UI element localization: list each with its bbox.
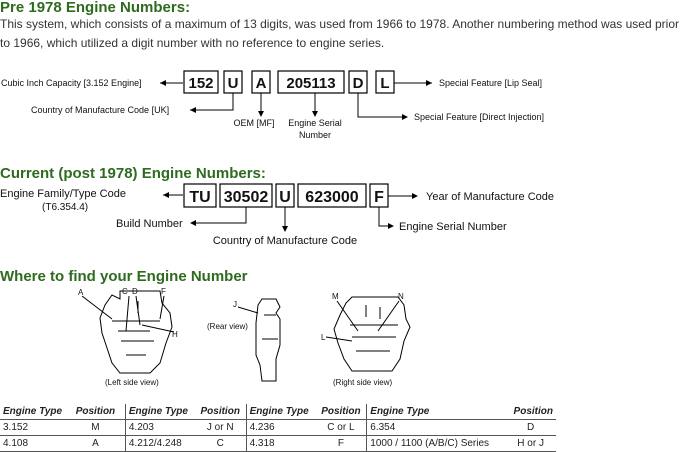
letter-j: J (233, 300, 237, 309)
arrow-line (190, 93, 233, 110)
table-header: Engine Type (367, 404, 505, 420)
arrow-head (258, 111, 264, 117)
label-family-example: (T6.354.4) (42, 202, 89, 213)
table-cell: C (195, 436, 246, 452)
label-year: Year of Manufacture Code (426, 191, 555, 203)
box-u-text: U (279, 189, 291, 206)
letter-h: H (172, 330, 178, 339)
right-engine-outline (334, 297, 410, 371)
arrow-head (163, 192, 169, 198)
table-cell: J or N (195, 420, 246, 436)
table-cell: M (66, 420, 125, 436)
letter-d: D (132, 287, 138, 296)
left-engine-pointers (82, 296, 174, 332)
arrow-head (160, 80, 166, 86)
box-623000-text: 623000 (305, 189, 359, 206)
table-cell: 4.108 (0, 436, 66, 452)
arrow-head (388, 223, 394, 229)
arrow-head (426, 80, 432, 86)
table-row (0, 420, 556, 436)
table-cell: 1000 / 1100 (A/B/C) Series (367, 436, 505, 452)
table-cell: 6.354 (367, 420, 505, 436)
label-serial-line1: Engine Serial (288, 118, 342, 128)
letter-c: C (122, 287, 128, 296)
where-title: Where to find your Engine Number (0, 268, 248, 285)
label-family: Engine Family/Type Code (0, 188, 126, 200)
right-side-view-caption: (Right side view) (333, 378, 393, 387)
table-cell: A (66, 436, 125, 452)
box-205113-text: 205113 (286, 75, 336, 92)
arrow-head (190, 220, 196, 226)
box-152-text: 152 (188, 75, 214, 92)
rear-engine-outline (256, 299, 280, 381)
table-cell: F (316, 436, 367, 452)
label-build: Build Number (116, 218, 183, 230)
letter-f: F (161, 287, 166, 296)
box-d-text: D (352, 75, 364, 92)
arrow-line (192, 207, 246, 223)
table-cell: 4.212/4.248 (125, 436, 194, 452)
engine-location-drawings (0, 285, 689, 403)
box-a-text: A (255, 75, 267, 92)
arrow-line (358, 93, 405, 117)
pre1978-description: This system, which consists of a maximum of 13 digits, was used from 1966 to 1978. Another numbering method was used prior to 1966, which utilized a digit number with no reference to engine series. (0, 17, 679, 50)
box-f-text: F (374, 189, 384, 206)
table-cell: D (505, 420, 556, 436)
table-row (0, 436, 556, 452)
table-header: Engine Type (125, 404, 194, 420)
label-country-uk: Country of Manufacture Code [UK] (31, 105, 170, 115)
table-header: Position (66, 404, 125, 420)
letter-l: L (321, 333, 326, 342)
arrow-head (190, 107, 196, 113)
arrow-head (282, 226, 288, 232)
arrow-line (379, 207, 390, 226)
arrow-head (312, 111, 318, 117)
current-title: Current (post 1978) Engine Numbers: (0, 165, 266, 182)
table-header-row (0, 404, 556, 420)
table-cell: 3.152 (0, 420, 66, 436)
table-header: Engine Type (246, 404, 315, 420)
arrow-head (412, 193, 418, 199)
label-direct-injection: Special Feature [Direct Injection] (414, 112, 545, 122)
box-tu-text: TU (189, 189, 211, 206)
letter-n: N (398, 292, 404, 301)
box-l-text: L (380, 75, 390, 92)
label-serial-line2: Number (298, 130, 332, 140)
left-engine-detail (112, 301, 160, 355)
table-cell: C or L (316, 420, 367, 436)
box-u-text: U (227, 75, 239, 92)
box-30502-text: 30502 (223, 189, 269, 206)
table-cell: H or J (505, 436, 556, 452)
label-cubic-capacity: Cubic Inch Capacity [3.152 Engine] (1, 78, 142, 88)
pre1978-title: Pre 1978 Engine Numbers: (0, 0, 191, 16)
left-engine-outline (100, 291, 172, 373)
arrow-head (402, 114, 408, 120)
table-cell: 4.203 (125, 420, 194, 436)
current-diagram (0, 182, 689, 252)
pre1978-diagram (0, 64, 689, 144)
label-oem: OEM [MF] (233, 118, 275, 128)
left-side-view-caption: (Left side view) (105, 378, 159, 387)
letter-m: M (332, 292, 339, 301)
label-lip-seal: Special Feature [Lip Seal] (439, 78, 543, 88)
label-serial: Engine Serial Number (399, 221, 507, 233)
table-header: Position (505, 404, 556, 420)
letter-a: A (78, 288, 84, 297)
rear-view-caption: (Rear view) (207, 322, 248, 331)
table-header: Position (316, 404, 367, 420)
table-header: Engine Type (0, 404, 66, 420)
engine-position-table (0, 404, 556, 452)
table-cell: 4.318 (246, 436, 315, 452)
label-country: Country of Manufacture Code (212, 235, 358, 247)
table-header: Position (195, 404, 246, 420)
table-cell: 4.236 (246, 420, 315, 436)
